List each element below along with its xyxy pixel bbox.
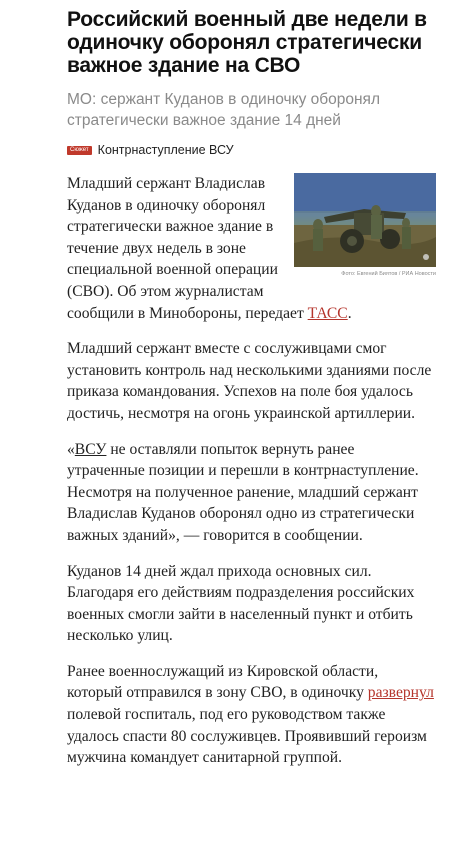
- article-photo[interactable]: [294, 173, 436, 267]
- paragraph-3-text: не оставляли попыток вернуть ранее утраченные позиции и перешли в контрнаступление. Несмотря на полученное ранение, младший сержант Владислав Куданов оборонял одно из стратегически важных зданий», — говорится в сообщении.: [67, 440, 419, 544]
- tass-link[interactable]: ТАСС: [307, 304, 348, 322]
- story-tag[interactable]: [67, 141, 436, 159]
- paragraph-2: Младший сержант вместе с сослуживцами смог установить контроль над несколькими зданиями после приказа командования. Успехов на поле боя удалось достичь, несмотря на огонь украинской артиллерии.: [67, 340, 432, 422]
- paragraph-3: [67, 439, 436, 547]
- paragraph-5-start: Ранее военнослужащий из Кировской области, который отправился в зону СВО, в одиночку: [67, 662, 379, 702]
- story-title-link[interactable]: Контрнаступление ВСУ: [97, 143, 234, 157]
- vsu-link[interactable]: ВСУ: [74, 440, 107, 458]
- paragraph-3-quote-open: «: [67, 440, 75, 458]
- article-photo-block: [294, 173, 436, 278]
- paragraph-5-end: полевой госпиталь, под его руководством также удалось спасти 80 сослуживцев. Проявивший героизм мужчина командует санитарной группой.: [67, 706, 427, 767]
- photo-caption: Фото: Евгений Биятов / РИА Новости: [341, 271, 436, 277]
- article-body: [67, 173, 436, 769]
- paragraph-4: Куданов 14 дней ждал прихода основных сил. Благодаря его действиям подразделения российских военных смогли зайти в населенный пункт и отбить несколько улиц.: [67, 562, 415, 645]
- paragraph-1-end: .: [347, 304, 352, 322]
- paragraph-1-text: Младший сержант Владислав Куданов в одиночку оборонял стратегически важное здание в течение двух недель в зоне специальной военной операции (СВО). Об этом журналистам сообщили в Минобороны, передает: [67, 175, 308, 322]
- article-lead: МО: сержант Куданов в одиночку оборонял стратегически важное здание 14 дней: [67, 91, 380, 129]
- story-badge: Сюжет: [67, 146, 92, 155]
- paragraph-5: [67, 661, 436, 769]
- article-headline: Российский военный две недели в одиночку оборонял стратегически важное здание на СВО: [67, 8, 427, 77]
- photo-soldiers-artillery-image: [294, 173, 436, 267]
- article-page: [0, 4, 474, 847]
- razvernul-link[interactable]: развернул: [367, 684, 434, 702]
